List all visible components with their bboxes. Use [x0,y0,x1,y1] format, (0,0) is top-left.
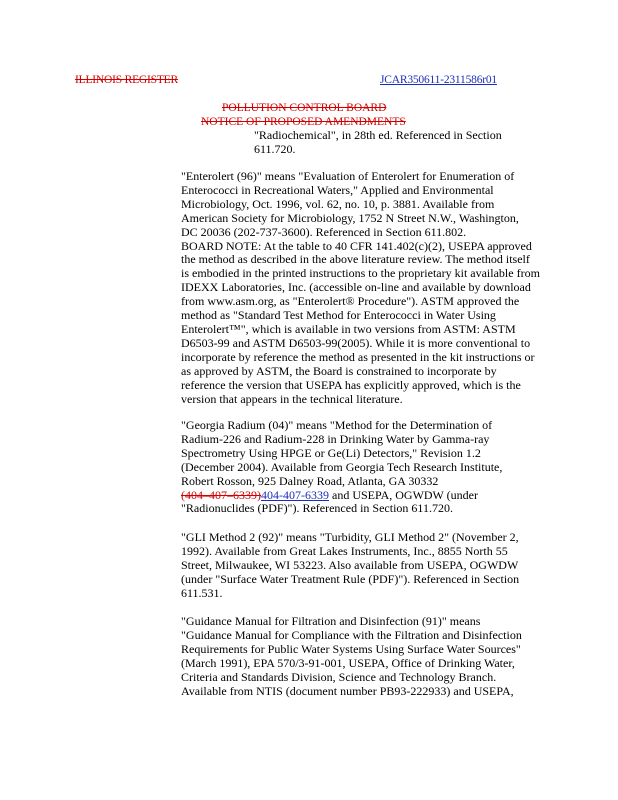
board-header: POLLUTION CONTROL BOARD [222,102,387,114]
text-line: incorporate by reference the method as presented in the kit instructions or [181,349,535,364]
text-line: "Guidance Manual for Filtration and Disinfection (91)" means [181,614,481,628]
text-line: 611.720. [254,142,296,156]
text-line: is embodied in the printed instructions to the proprietary kit available from [181,266,540,281]
definition-guidance-manual [181,615,576,698]
board-note-line: BOARD NOTE: At the table to 40 CFR 141.402(c)(2), USEPA approved [181,238,532,253]
text-line: method as "Standard Test Method for Enterococci in Water Using [181,308,496,323]
text-line: Enterolert™", which is available in two versions from ASTM: ASTM [181,321,516,336]
text-line: 611.531. [181,585,223,600]
text-line: Spectrometry Using HPGE or Ge(Li) Detectors," Revision 1.2 [181,445,481,460]
text-line: (March 1991), EPA 570/3-91-001, USEPA, Office of Drinking Water, [181,655,515,670]
inserted-phone: 404-407-6339 [261,487,329,502]
text-line: Requirements for Public Water Systems Using Surface Water Sources" [181,641,521,656]
text-line: "Enterolert (96)" means "Evaluation of Enterolert for Enumeration of [181,169,515,183]
phone-line [181,489,576,503]
text-line: (December 2004). Available from Georgia Tech Research Institute, [181,459,503,474]
text-line: D6503-99 and ASTM D6503-99(2005). While it is more conventional to [181,335,531,350]
register-header: ILLINOIS REGISTER [75,74,178,86]
text-line: IDEXX Laboratories, Inc. (accessible on-line and available by download [181,280,531,295]
text-line: from www.asm.org, as "Enterolert® Procedure"). ASTM approved the [181,294,520,309]
text-line: the method as described in the above literature review. The method itself [181,252,530,267]
text-line: Radium-226 and Radium-228 in Drinking Water by Gamma-ray [181,431,490,446]
text-line: 1992). Available from Great Lakes Instruments, Inc., 8855 North 55 [181,543,508,558]
text-line: DC 20036 (202-737-3600). Referenced in Section 611.802. [181,224,467,239]
definition-enterolert [181,170,576,406]
text-line: Microbiology, Oct. 1996, vol. 62, no. 10, p. 3881. Available from [181,196,495,211]
text-line: "Radiochemical", in 28th ed. Referenced in Section [254,128,502,142]
notice-header: NOTICE OF PROPOSED AMENDMENTS [201,116,406,128]
text-line: version that appears in the technical literature. [181,391,403,406]
jcar-code: JCAR350611-2311586r01 [380,74,497,86]
text-line: "Georgia Radium (04)" means "Method for the Determination of [181,418,493,432]
text-line: "GLI Method 2 (92)" means "Turbidity, GLI Method 2" (November 2, [181,530,519,544]
carryover-text [254,128,554,156]
text-line: "Guidance Manual for Compliance with the Filtration and Disinfection [181,627,522,642]
text-line: as approved by ASTM, the Board is constrained to incorporate by [181,363,497,378]
text-line: Street, Milwaukee, WI 53223. Also available from USEPA, OGWDW [181,557,519,572]
text-line: Available from NTIS (document number PB93-222933) and USEPA, [181,683,514,698]
deleted-phone: (404–407–6339) [181,487,261,502]
text-line: Robert Rosson, 925 Dalney Road, Atlanta, GA 30332 [181,473,439,488]
phone-line-rest: and USEPA, OGWDW (under [329,487,478,502]
text-line: Enterococci in Recreational Waters," Applied and Environmental [181,182,494,197]
definition-georgia-radium [181,419,576,516]
text-line: "Radionuclides (PDF)"). Referenced in Section 611.720. [181,501,453,516]
text-line: American Society for Microbiology, 1752 N Street N.W., Washington, [181,210,519,225]
text-line: (under "Surface Water Treatment Rule (PDF)"). Referenced in Section [181,571,520,586]
text-line: reference the version that USEPA has explicitly approved, which is the [181,377,521,392]
definition-gli-method [181,531,576,601]
text-line: Criteria and Standards Division, Science and Technology Branch. [181,669,497,684]
